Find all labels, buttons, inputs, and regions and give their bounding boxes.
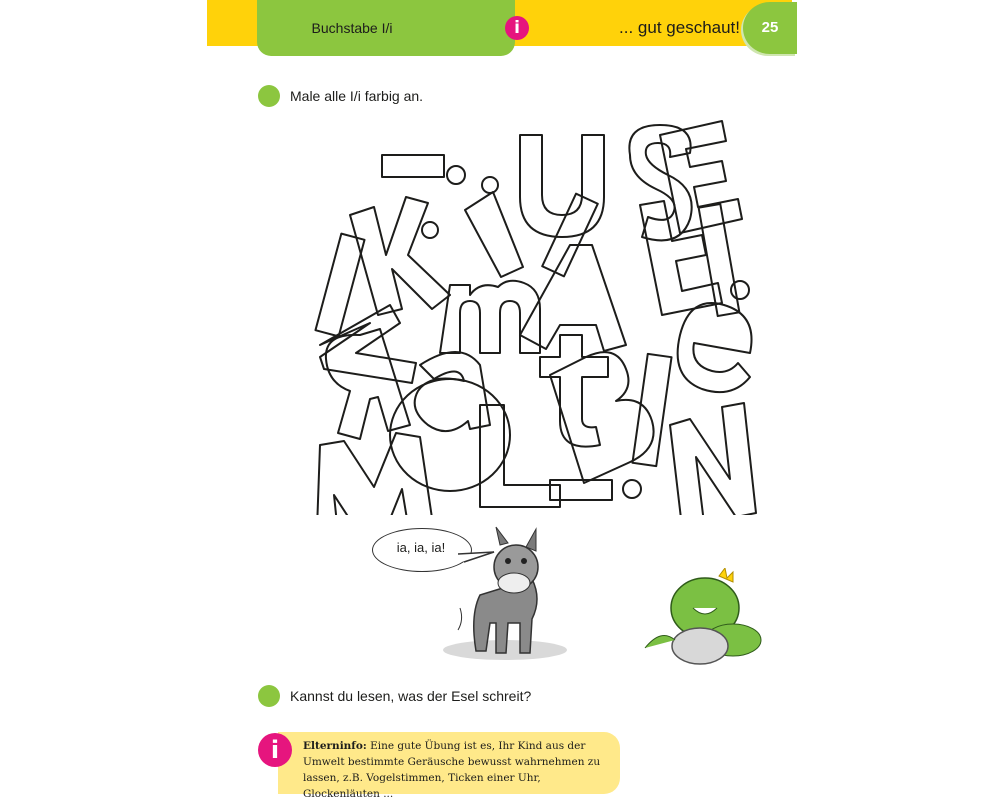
letter-Z	[320, 305, 416, 383]
info-icon: i	[258, 733, 292, 767]
dragon-illustration	[635, 568, 770, 668]
header-subtitle: ... gut geschaut!	[619, 18, 740, 37]
letter-i	[465, 192, 523, 277]
letter-dot-4	[623, 480, 641, 498]
letter-I-bar	[382, 155, 444, 177]
letter-I-right	[632, 354, 671, 466]
speech-bubble-text: ia, ia, ia!	[396, 540, 446, 555]
info-icon: i	[505, 16, 529, 40]
parent-info-label: Elterninfo:	[303, 740, 367, 752]
letter-K	[350, 197, 450, 315]
parent-info-text	[303, 738, 613, 802]
letter-dot-3	[731, 281, 749, 299]
page-title: Buchstabe I/i	[311, 20, 393, 36]
letter-l	[542, 194, 598, 277]
letter-puzzle	[310, 115, 780, 515]
letter-a	[415, 352, 490, 431]
letter-I-vertical	[315, 234, 364, 337]
page-number: 25	[761, 19, 779, 36]
letter-i-dot	[482, 177, 498, 193]
letter-m	[440, 281, 540, 353]
letter-dot-2	[422, 222, 438, 238]
letter-N	[670, 403, 756, 515]
task-instruction-1: Male alle I/i farbig an.	[290, 88, 424, 104]
letter-M	[316, 433, 436, 515]
donkey-illustration	[440, 525, 580, 665]
task-marker	[258, 85, 280, 107]
letter-dot	[447, 166, 465, 184]
letter-L	[480, 405, 560, 507]
letter-e	[678, 303, 752, 392]
letter-t	[540, 335, 608, 447]
task-marker	[258, 685, 280, 707]
task-instruction-2: Kannst du lesen, was der Esel schreit?	[290, 688, 532, 704]
parent-info-body: Eine gute Übung ist es, Ihr Kind aus der Umwelt bestimmte Geräusche bewusst wahrnehmen zu lassen, z.B. Vogelstimmen, Ticken einer Uhr, Glockenläuten ...	[303, 740, 601, 800]
